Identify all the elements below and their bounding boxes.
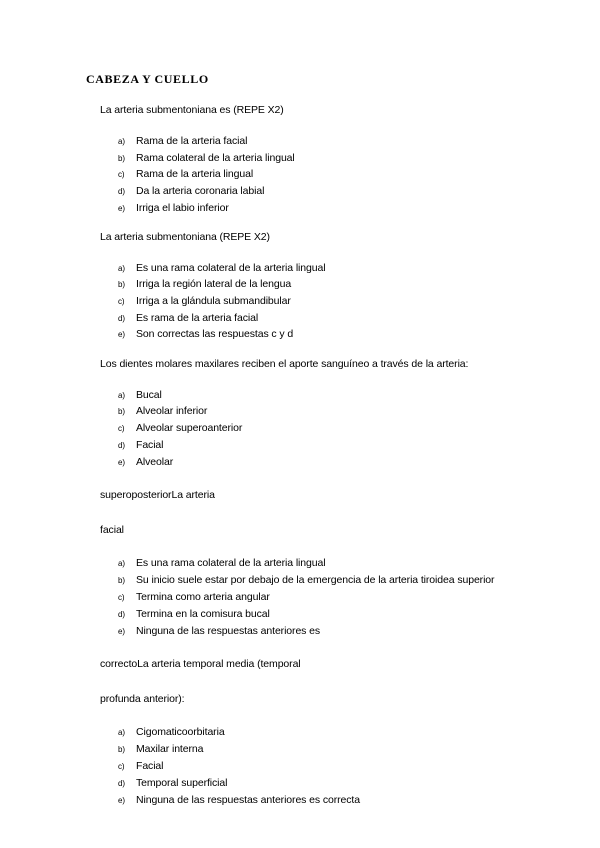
paragraph-line: superoposteriorLa arteria — [100, 489, 215, 501]
option — [118, 591, 270, 603]
option — [118, 389, 162, 401]
option — [118, 726, 225, 738]
option-text: Maxilar interna — [136, 743, 204, 755]
option-text: Alveolar — [136, 456, 174, 468]
option-marker: d) — [118, 187, 125, 196]
option-text: Ninguna de las respuestas anteriores es — [136, 625, 321, 637]
option-text: Facial — [136, 439, 164, 451]
option-marker: a) — [118, 391, 125, 400]
question-1: La arteria submentoniana es (REPE X2) — [100, 104, 284, 116]
option — [118, 625, 320, 637]
option-text: Temporal superficial — [136, 777, 228, 789]
option — [118, 439, 163, 451]
option-text: Irriga a la glándula submandibular — [136, 295, 291, 307]
option-text: Es una rama colateral de la arteria lingual — [136, 262, 326, 274]
section-heading: CABEZA Y CUELLO — [86, 72, 209, 86]
option — [118, 794, 360, 806]
option — [118, 185, 264, 197]
option-marker: c) — [118, 593, 125, 602]
option — [118, 135, 247, 147]
option-marker: d) — [118, 441, 125, 450]
question-2: La arteria submentoniana (REPE X2) — [100, 231, 270, 243]
option-marker: c) — [118, 170, 125, 179]
option-marker: d) — [118, 779, 125, 788]
option — [118, 422, 242, 434]
option-marker: a) — [118, 137, 125, 146]
option-marker: b) — [118, 280, 125, 289]
option-marker: b) — [118, 407, 125, 416]
option — [118, 456, 173, 468]
option-text: Alveolar superoanterior — [136, 422, 243, 434]
option — [118, 202, 229, 214]
option-marker: a) — [118, 264, 125, 273]
option — [118, 262, 325, 274]
option-text: Irriga la región lateral de la lengua — [136, 278, 292, 290]
option-text: Facial — [136, 760, 164, 772]
option-text: Rama de la arteria facial — [136, 135, 248, 147]
option — [118, 328, 293, 340]
option — [118, 743, 203, 755]
question-3: Los dientes molares maxilares reciben el aporte sanguíneo a través de la arteria: — [100, 358, 469, 370]
option — [118, 312, 258, 324]
option-text: Cigomaticoorbitaria — [136, 726, 225, 738]
option — [118, 557, 325, 569]
option-text: Ninguna de las respuestas anteriores es correcta — [136, 794, 360, 806]
option-marker: b) — [118, 745, 125, 754]
option-text: Son correctas las respuestas c y d — [136, 328, 294, 340]
option-marker: b) — [118, 154, 125, 163]
option — [118, 405, 207, 417]
option-marker: e) — [118, 330, 125, 339]
option-text: Bucal — [136, 389, 162, 401]
option-marker: c) — [118, 424, 125, 433]
option-marker: a) — [118, 728, 125, 737]
option-marker: c) — [118, 297, 125, 306]
option-marker: c) — [118, 762, 125, 771]
option-text: Rama colateral de la arteria lingual — [136, 152, 295, 164]
option-text: Es una rama colateral de la arteria lingual — [136, 557, 326, 569]
option-marker: d) — [118, 610, 125, 619]
option-marker: e) — [118, 627, 125, 636]
paragraph-line: correctoLa arteria temporal media (temporal — [100, 658, 301, 670]
option-marker: a) — [118, 559, 125, 568]
option-text: Alveolar inferior — [136, 405, 208, 417]
option-marker: e) — [118, 796, 125, 805]
option — [118, 574, 494, 586]
option — [118, 152, 295, 164]
option-marker: d) — [118, 314, 125, 323]
question-4: facial — [100, 524, 124, 536]
option-marker: e) — [118, 458, 125, 467]
option — [118, 278, 291, 290]
option-text: Da la arteria coronaria labial — [136, 185, 265, 197]
option — [118, 295, 291, 307]
option — [118, 168, 253, 180]
option-text: Termina en la comisura bucal — [136, 608, 270, 620]
option — [118, 777, 227, 789]
option-text: Irriga el labio inferior — [136, 202, 229, 214]
option-text: Su inicio suele estar por debajo de la emergencia de la arteria tiroidea superior — [136, 574, 495, 586]
option-marker: b) — [118, 576, 125, 585]
option-text: Rama de la arteria lingual — [136, 168, 254, 180]
question-5: profunda anterior): — [100, 693, 185, 705]
option-text: Termina como arteria angular — [136, 591, 270, 603]
option — [118, 608, 270, 620]
option — [118, 760, 163, 772]
option-text: Es rama de la arteria facial — [136, 312, 259, 324]
option-marker: e) — [118, 204, 125, 213]
